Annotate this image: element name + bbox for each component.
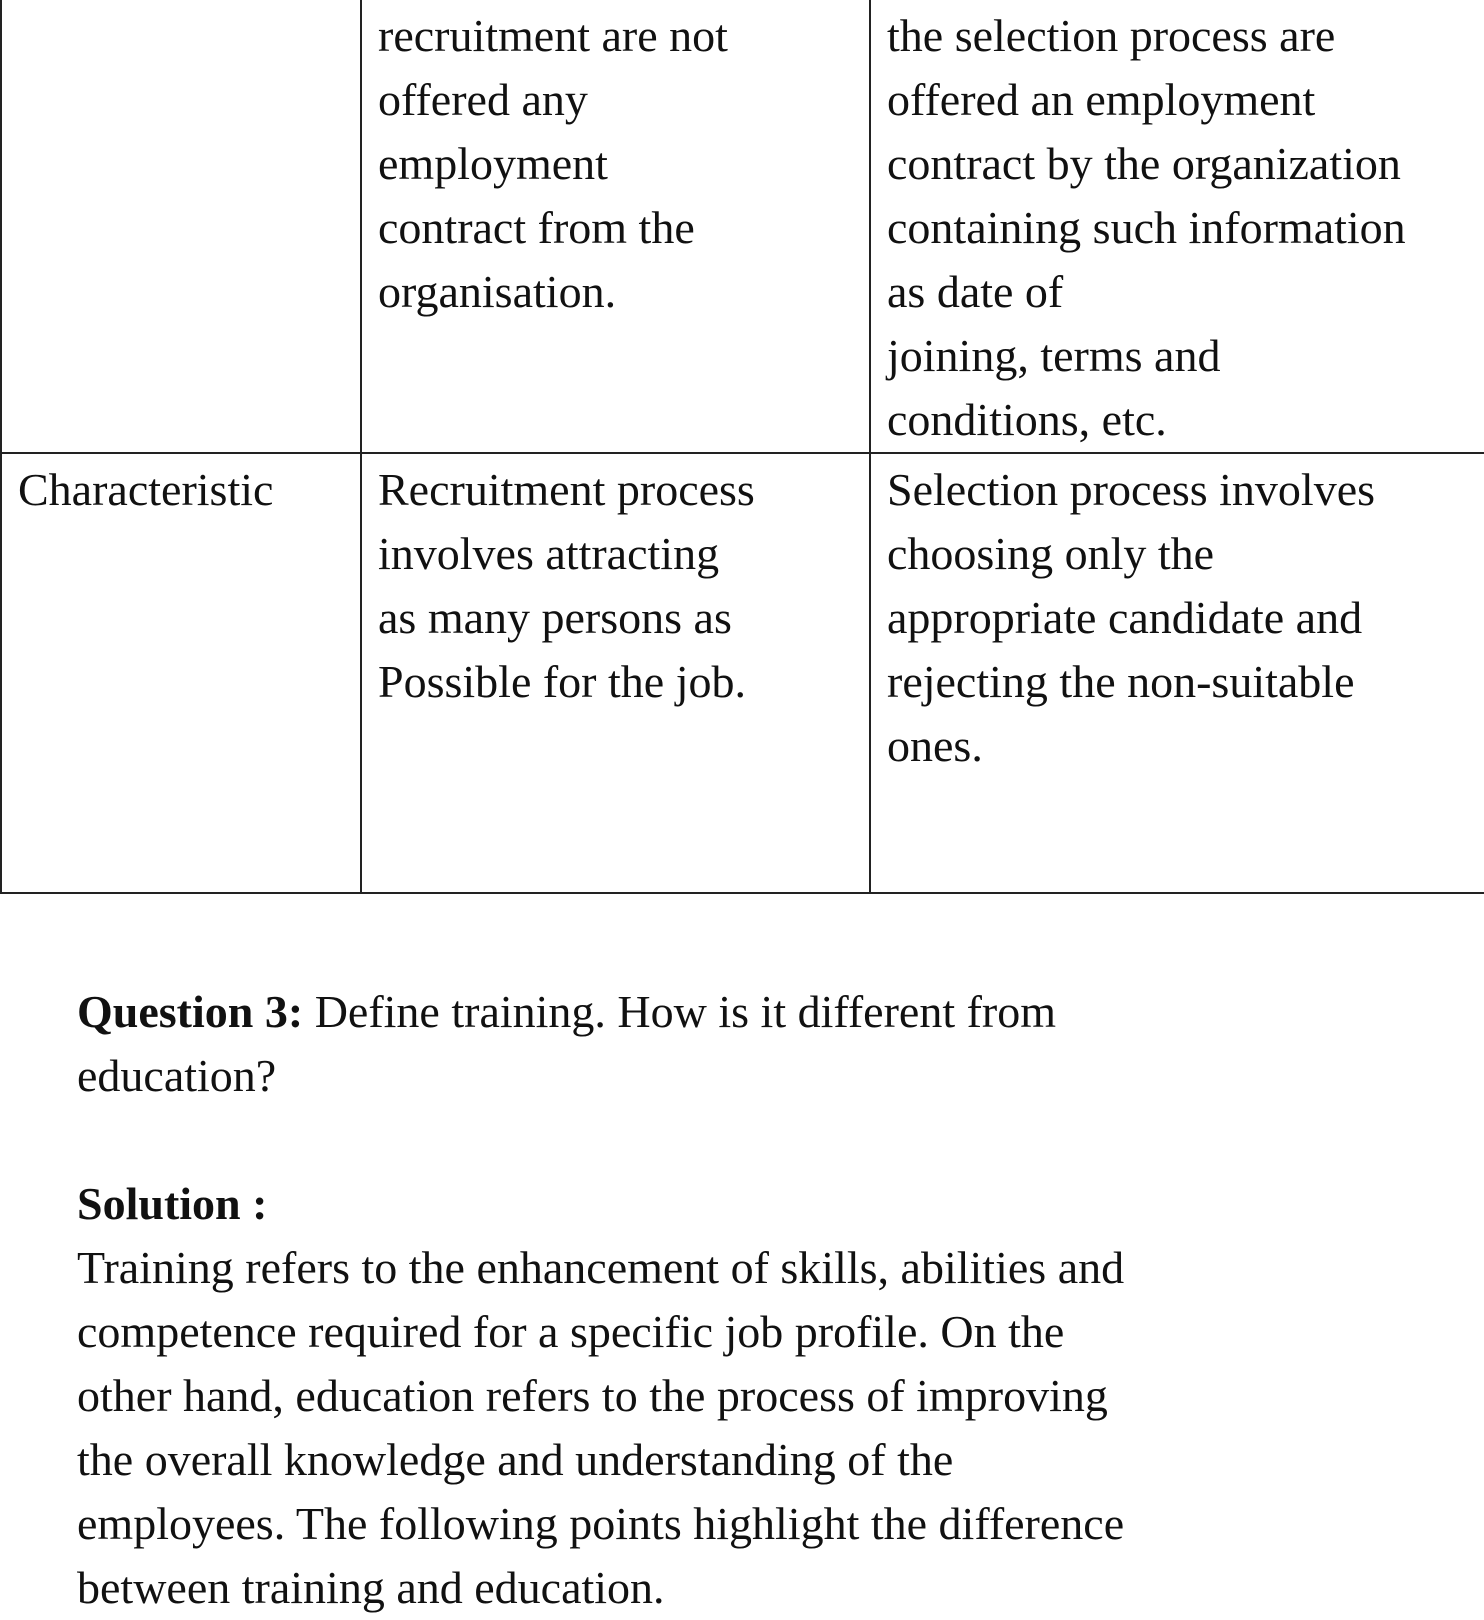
cell-line: employment — [378, 138, 608, 189]
solution-label: Solution : — [77, 1178, 268, 1229]
cell-line: contract by the organization — [887, 138, 1401, 189]
cell-line: contract from the — [378, 202, 695, 253]
question-label: Question 3: — [77, 986, 304, 1037]
solution-line: between training and education. — [77, 1562, 665, 1613]
cell-line: Characteristic — [18, 464, 274, 515]
question-3 — [77, 980, 1437, 1108]
cell-line: as date of — [887, 266, 1064, 317]
table-cell-aspect — [1, 0, 361, 453]
solution — [77, 1172, 1457, 1620]
cell-line: rejecting the non-suitable — [887, 656, 1355, 707]
solution-line: competence required for a specific job profile. On the — [77, 1306, 1065, 1357]
table-cell-recruitment — [361, 0, 870, 453]
cell-line: Recruitment process — [378, 464, 755, 515]
cell-line: ones. — [887, 720, 983, 771]
table-cell-aspect — [1, 453, 361, 893]
table-row — [1, 453, 1484, 893]
cell-line: Selection process involves — [887, 464, 1376, 515]
table-cell-selection — [870, 0, 1484, 453]
question-text-line2: education? — [77, 1050, 277, 1101]
table-cell-selection — [870, 453, 1484, 893]
cell-line: offered any — [378, 74, 588, 125]
cell-line: as many persons as — [378, 592, 732, 643]
cell-line: the selection process are — [887, 10, 1336, 61]
cell-line: involves attracting — [378, 528, 720, 579]
solution-line: other hand, education refers to the process of improving — [77, 1370, 1108, 1421]
cell-line: choosing only the — [887, 528, 1215, 579]
question-line — [77, 980, 1437, 1044]
table-cell-recruitment — [361, 453, 870, 893]
cell-line: organisation. — [378, 266, 617, 317]
question-text: Define training. How is it different from — [303, 986, 1057, 1037]
cell-line: Possible for the job. — [378, 656, 746, 707]
solution-line: the overall knowledge and understanding of the — [77, 1434, 954, 1485]
table-row — [1, 0, 1484, 453]
solution-line: Training refers to the enhancement of skills, abilities and — [77, 1242, 1125, 1293]
cell-line: conditions, etc. — [887, 394, 1167, 445]
cell-line: joining, terms and — [887, 330, 1221, 381]
cell-line: offered an employment — [887, 74, 1316, 125]
solution-line: employees. The following points highlight the difference — [77, 1498, 1125, 1549]
cell-line: containing such information — [887, 202, 1406, 253]
cell-line: recruitment are not — [378, 10, 728, 61]
cell-line: appropriate candidate and — [887, 592, 1363, 643]
